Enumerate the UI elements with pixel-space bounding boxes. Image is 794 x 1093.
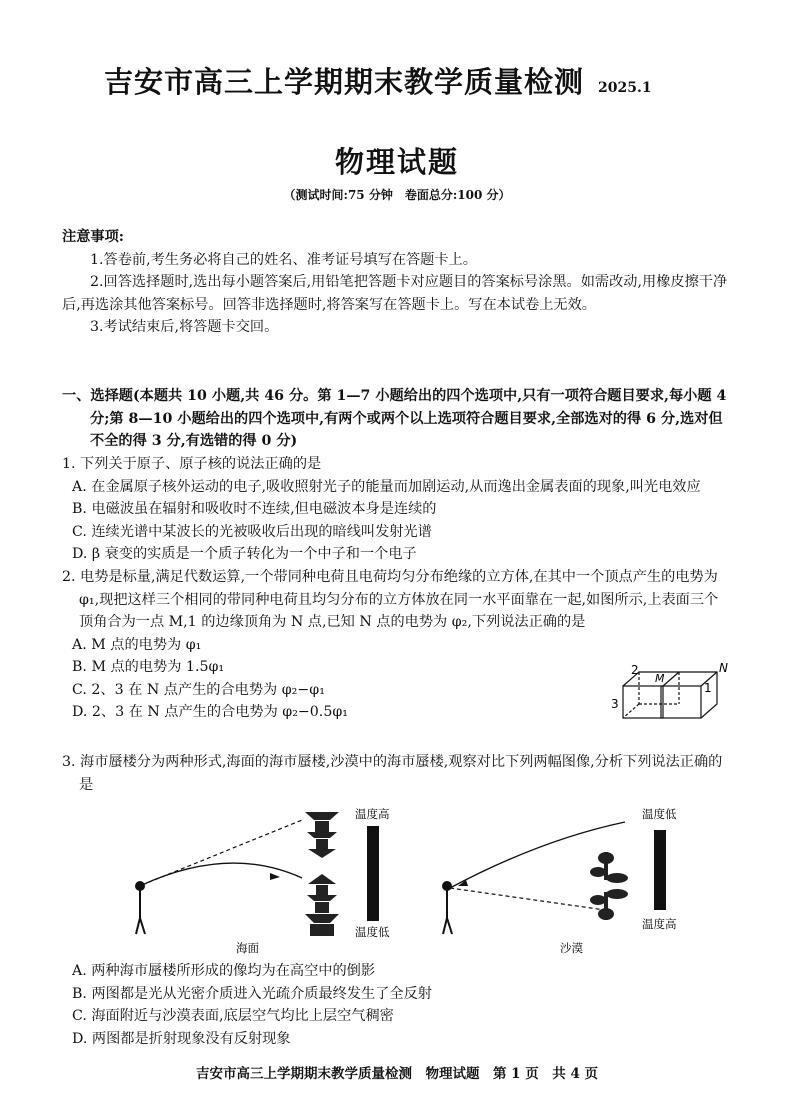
person-icon — [443, 882, 452, 934]
left-temp-bottom: 温度低 — [355, 925, 390, 939]
tree-icon — [590, 852, 628, 883]
mirage-figure — [120, 800, 700, 960]
notice-item: 3.考试结束后,将答题卡交回。 — [90, 319, 279, 335]
inverted-tree-icon — [590, 889, 628, 920]
question-stem: 1. 下列关于原子、原子核的说法正确的是 — [62, 456, 322, 472]
right-caption: 沙漠 — [560, 941, 583, 955]
time-info: （测试时间:75 分钟 卷面总分:100 分） — [283, 188, 511, 202]
option-d: D. 2、3 在 N 点产生的合电势为 φ₂−0.5φ₁ — [72, 704, 348, 720]
inverted-pagoda-icon — [305, 812, 339, 858]
subject-title: 物理试题 — [334, 145, 459, 179]
point-label-m: M — [655, 672, 665, 685]
cube-label-1: 1 — [704, 681, 712, 695]
notice-item: 2.回答选择题时,选出每小题答案后,用铅笔把答题卡对应题目的答案标号涂黑。如需改动,用橡皮擦干净后,再选涂其他答案标号。回答非选择题时,将答案写在答题卡上。写在本试卷上无效。 — [62, 274, 728, 313]
option-c: C. 2、3 在 N 点产生的合电势为 φ₂−φ₁ — [72, 681, 325, 698]
exam-title: 吉安市高三上学期期末教学质量检测 — [104, 65, 585, 99]
person-icon — [136, 882, 145, 934]
option-c: C. 海面附近与沙漠表面,底层空气均比上层空气稠密 — [72, 1008, 394, 1024]
option-c: C. 连续光谱中某波长的光被吸收后出现的暗线叫发射光谱 — [72, 523, 432, 540]
cube-label-3: 3 — [611, 697, 619, 711]
cube-label-2: 2 — [631, 663, 639, 677]
question-stem: 3. 海市蜃楼分为两种形式,海面的海市蜃楼,沙漠中的海市蜃楼,观察对比下列两幅图像,分析下列说法正确的是 — [62, 754, 723, 793]
option-b: B. M 点的电势为 1.5φ₁ — [72, 659, 225, 675]
right-temp-top: 温度低 — [642, 807, 677, 821]
section-one — [62, 385, 732, 453]
notice-item: 1.答卷前,考生务必将自己的姓名、准考证号填写在答题卡上。 — [90, 251, 477, 268]
option-a: A. 在金属原子核外运动的电子,吸收照射光子的能量而加剧运动,从而逸出金属表面的现象,叫光电效应 — [72, 478, 701, 495]
desert-mirage-panel — [443, 807, 677, 955]
right-temp-bottom: 温度高 — [642, 917, 677, 931]
notice-section — [62, 226, 732, 339]
left-temp-top: 温度高 — [355, 807, 390, 821]
question-3 — [62, 751, 732, 796]
left-caption: 海面 — [236, 941, 259, 955]
notice-heading: 注意事项: — [62, 229, 124, 245]
option-a: A. M 点的电势为 φ₁ — [72, 636, 202, 653]
title-row — [104, 60, 652, 101]
option-d: D. 两图都是折射现象没有反射现象 — [72, 1030, 291, 1047]
sea-mirage-panel — [136, 807, 390, 955]
option-b: B. 两图都是光从光密介质进入光疏介质最终发生了全反射 — [72, 985, 432, 1002]
section-heading: 一、选择题(本题共 10 小题,共 46 分。第 1—7 小题给出的四个选项中,只有一项符合题目要求,每小题 4 分;第 8—10 小题给出的四个选项中,有两个或两个以上选项符合题目要求,全部选对的得 6 分,选对但不全的得 3 分,有选错的得 0 分) — [62, 388, 727, 449]
option-a: A. 两种海市蜃楼所形成的像均为在高空中的倒影 — [72, 963, 376, 979]
question-3-options — [62, 960, 732, 1050]
point-label-n: N — [719, 661, 728, 675]
cubes-figure — [605, 660, 735, 730]
option-b: B. 电磁波虽在辐射和吸收时不连续,但电磁波本身是连续的 — [72, 501, 437, 517]
page-footer: 吉安市高三上学期期末教学质量检测 物理试题 第 1 页 共 4 页 — [195, 1066, 599, 1082]
question-stem: 2. 电势是标量,满足代数运算,一个带同种电荷且电荷均匀分布绝缘的立方体,在其中一个顶点产生的电势为 φ₁,现把这样三个相同的带同种电荷且均匀分布的立方体放在同一水平面靠在一起,如图所示,上表面三个顶角合为一点 M,1 的边缘顶角为 N 点,已知 N 点的电势为 φ₂,下列说法正确的是 — [62, 569, 719, 630]
pagoda-icon — [305, 874, 339, 936]
question-1 — [62, 453, 732, 566]
exam-date: 2025.1 — [598, 80, 652, 96]
option-d: D. β 衰变的实质是一个质子转化为一个中子和一个电子 — [72, 546, 417, 562]
